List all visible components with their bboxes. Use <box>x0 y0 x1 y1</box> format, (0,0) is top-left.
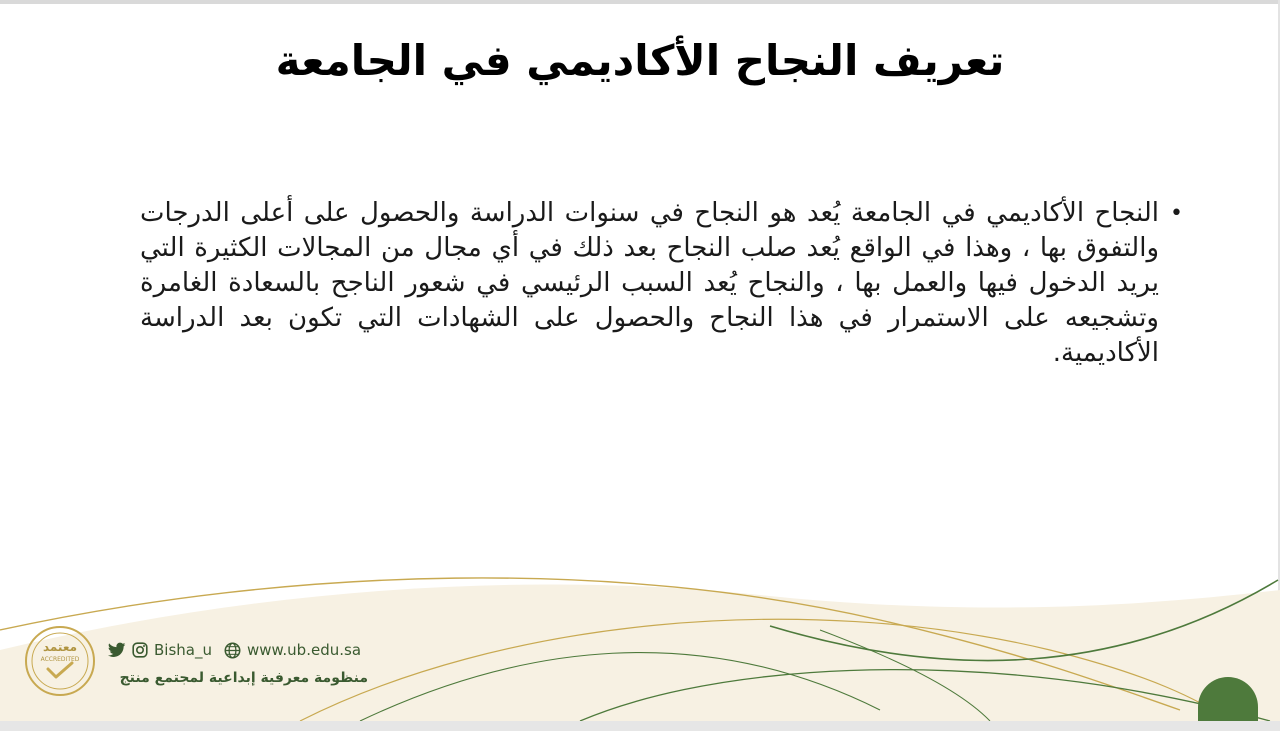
instagram-icon[interactable] <box>132 642 148 658</box>
bullet-marker: • <box>1170 201 1183 226</box>
twitter-icon[interactable] <box>108 642 126 658</box>
website-link[interactable]: www.ub.edu.sa <box>246 641 362 659</box>
top-border <box>0 0 1280 4</box>
seal-english-text: ACCREDITED <box>40 656 80 663</box>
globe-icon <box>224 642 241 659</box>
bottom-border <box>0 721 1280 731</box>
university-tagline: منظومة معرفية إبداعية لمجتمع منتج <box>119 670 368 686</box>
bullet-list <box>140 196 1185 371</box>
social-links <box>108 638 361 662</box>
bullet-text: النجاح الأكاديمي في الجامعة يُعد هو النجاح في سنوات الدراسة والحصول على أعلى الدرجات والتفوق بها ، وهذا في الواقع يُعد صلب النجاح بعد ذلك في أي مجال من المجالات الكثيرة التي يريد الدخول فيها والعمل بها ، والنجاح يُعد السبب الرئيسي في شعور الناجح بالسعادة الغامرة وتشجيعه على الاستمرار في هذا النجاح والحصول على الشهادات التي تكون بعد الدراسة الأكاديمية. <box>140 198 1159 368</box>
social-handle[interactable]: Bisha_u <box>154 641 212 659</box>
seal-arabic-text: معتمد <box>42 640 78 654</box>
accredited-seal-icon <box>24 625 96 697</box>
slide-title: تعريف النجاح الأكاديمي في الجامعة <box>275 36 1005 85</box>
bullet-item <box>140 196 1185 371</box>
